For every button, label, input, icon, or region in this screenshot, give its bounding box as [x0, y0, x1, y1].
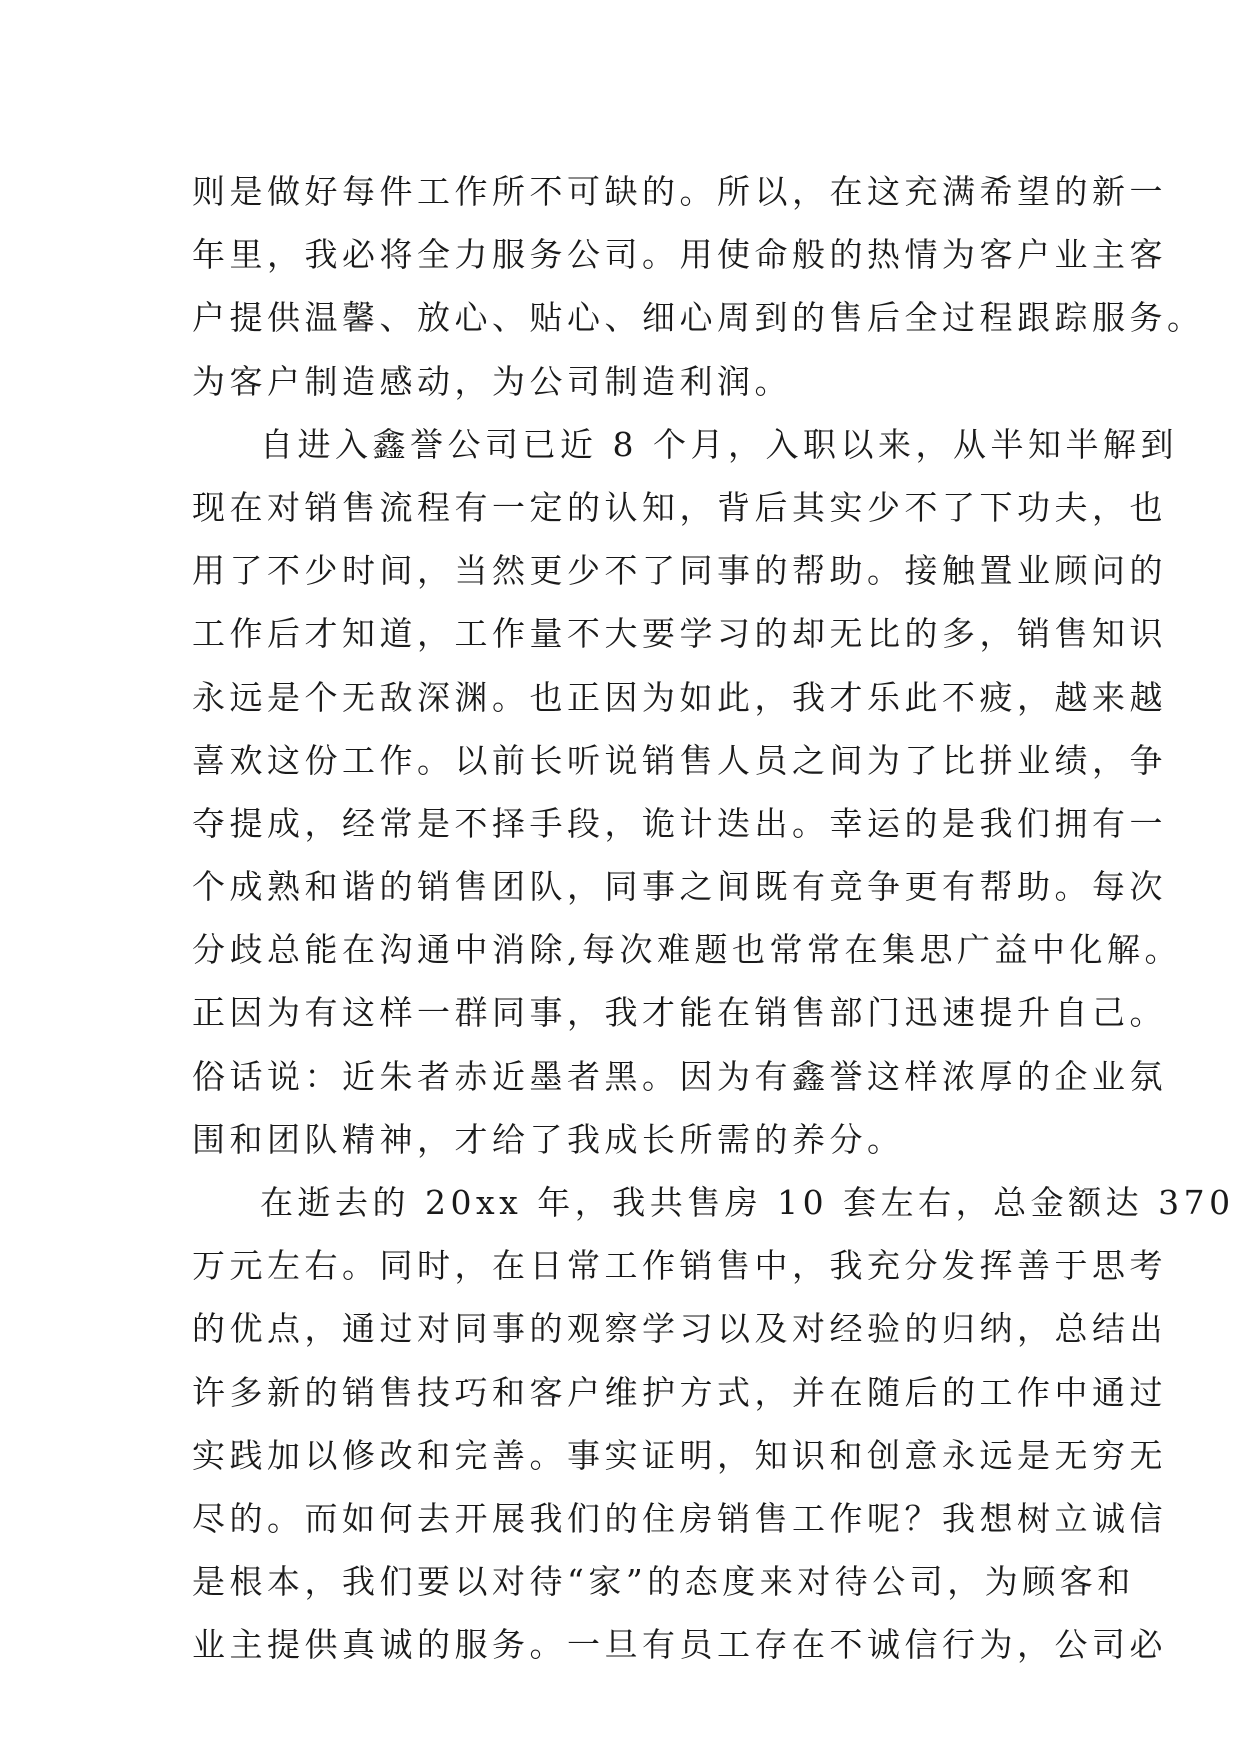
paragraph-first-line: 在逝去的 20xx 年，我共售房 10 套左右，总金额达 370 — [260, 1183, 1235, 1222]
text-line: 正因为有这样一群同事，我才能在销售部门迅速提升自己。 — [192, 993, 1167, 1033]
text-line: 用了不少时间，当然更少不了同事的帮助。接触置业顾问的 — [192, 551, 1167, 591]
text-line: 户提供温馨、放心、贴心、细心周到的售后全过程跟踪服务。 — [192, 298, 1205, 338]
text-line: 工作后才知道，工作量不大要学习的却无比的多，销售知识 — [192, 614, 1167, 654]
text-line: 许多新的销售技巧和客户维护方式，并在随后的工作中通过 — [192, 1372, 1167, 1412]
text-line: 是根本，我们要以对待“家”的态度来对待公司，为顾客和 — [192, 1562, 1135, 1602]
text-line: 个成熟和谐的销售团队，同事之间既有竞争更有帮助。每次 — [192, 867, 1167, 907]
text-line: 的优点，通过对同事的观察学习以及对经验的归纳，总结出 — [192, 1309, 1167, 1349]
text-line: 业主提供真诚的服务。一旦有员工存在不诚信行为，公司必 — [192, 1625, 1167, 1665]
text-line: 分歧总能在沟通中消除,每次难题也常常在集思广益中化解。 — [192, 930, 1182, 970]
text-line: 俗话说：近朱者赤近墨者黑。因为有鑫誉这样浓厚的企业氛 — [192, 1056, 1167, 1096]
text-line: 夺提成，经常是不择手段，诡计迭出。幸运的是我们拥有一 — [192, 803, 1167, 843]
text-line: 喜欢这份工作。以前长听说销售人员之间为了比拼业绩，争 — [192, 740, 1167, 780]
body-text — [192, 160, 1235, 1677]
text-line: 则是做好每件工作所不可缺的。所以，在这充满希望的新一 — [192, 172, 1167, 211]
text-line: 尽的。而如何去开展我们的住房销售工作呢？我想树立诚信 — [192, 1498, 1167, 1538]
text-line: 永远是个无敌深渊。也正因为如此，我才乐此不疲，越来越 — [192, 677, 1167, 717]
text-line: 为客户制造感动，为公司制造利润。 — [192, 361, 792, 401]
text-line: 实践加以修改和完善。事实证明，知识和创意永远是无穷无 — [192, 1435, 1167, 1475]
text-line: 年里，我必将全力服务公司。用使命般的热情为客户业主客 — [192, 235, 1167, 275]
text-line: 现在对销售流程有一定的认知，背后其实少不了下功夫，也 — [192, 487, 1167, 527]
text-line: 万元左右。同时，在日常工作销售中，我充分发挥善于思考 — [192, 1246, 1167, 1286]
text-line: 围和团队精神，才给了我成长所需的养分。 — [192, 1119, 905, 1159]
paragraph-first-line: 自进入鑫誉公司已近 8 个月，入职以来，从半知半解到 — [260, 424, 1178, 464]
